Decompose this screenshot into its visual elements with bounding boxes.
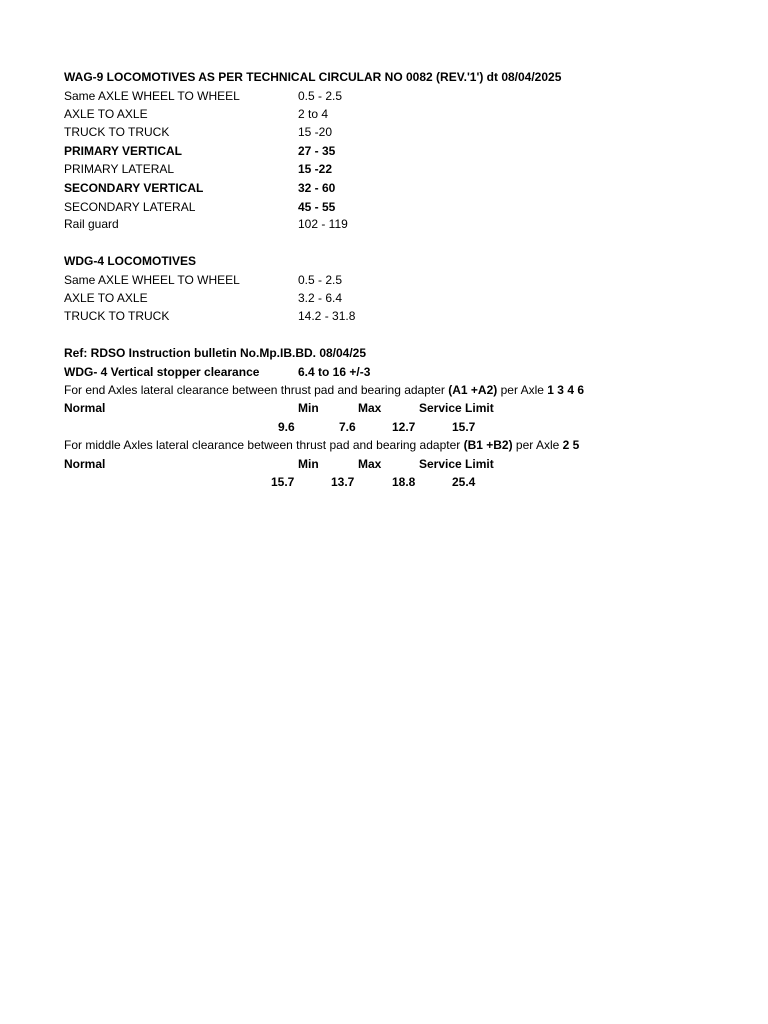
middle-value-min: 13.7: [331, 475, 355, 489]
wag9-row-label: SECONDARY VERTICAL: [64, 181, 204, 195]
wag9-row-label: PRIMARY VERTICAL: [64, 144, 183, 158]
end-header-normal: Normal: [64, 401, 106, 415]
wdg4-row-value: 14.2 - 31.8: [298, 309, 356, 323]
wag9-row-value: 15 -20: [298, 125, 333, 139]
end-header-service: Service Limit: [419, 401, 494, 415]
middle-header-min: Min: [298, 457, 319, 471]
wdg4-row-label: TRUCK TO TRUCK: [64, 309, 170, 323]
end-axles-text: For end Axles lateral clearance between thrust pad and bearing adapter: [64, 383, 449, 397]
stopper-value: 6.4 to 16 +/-3: [298, 365, 371, 379]
end-axles-description: [64, 383, 584, 398]
wag9-row-value: 2 to 4: [298, 107, 329, 121]
middle-axles-text: For middle Axles lateral clearance between thrust pad and bearing adapter: [64, 438, 464, 452]
wag9-row-value: 45 - 55: [298, 200, 336, 214]
wdg4-row-value: 3.2 - 6.4: [298, 291, 343, 305]
ref-title: Ref: RDSO Instruction bulletin No.Mp.IB.BD. 08/04/25: [64, 346, 367, 360]
middle-axles-description: [64, 438, 579, 453]
middle-axles-bold: (B1 +B2): [463, 438, 513, 452]
wag9-row-value: 0.5 - 2.5: [298, 89, 343, 103]
wag9-row-value: 32 - 60: [298, 181, 336, 195]
wdg4-row-label: AXLE TO AXLE: [64, 291, 148, 305]
end-axles-suffix: per Axle: [497, 383, 548, 397]
wag9-row-label: TRUCK TO TRUCK: [64, 125, 170, 139]
wag9-row-value: 102 - 119: [298, 217, 348, 231]
wag9-title: WAG-9 LOCOMOTIVES AS PER TECHNICAL CIRCULAR NO 0082 (REV.'1') dt 08/04/2025: [64, 70, 562, 84]
end-value-min: 7.6: [339, 420, 356, 434]
end-value-service: 15.7: [452, 420, 476, 434]
wag9-row-label: Same AXLE WHEEL TO WHEEL: [64, 89, 240, 103]
wag9-row-label: AXLE TO AXLE: [64, 107, 148, 121]
wag9-row-label: PRIMARY LATERAL: [64, 162, 175, 176]
wag9-row-value: 27 - 35: [298, 144, 336, 158]
stopper-label: WDG- 4 Vertical stopper clearance: [64, 365, 260, 379]
end-axles-numbers: 1 3 4 6: [547, 383, 584, 397]
middle-value-max: 18.8: [392, 475, 416, 489]
wdg4-row-label: Same AXLE WHEEL TO WHEEL: [64, 273, 240, 287]
middle-axles-suffix: per Axle: [512, 438, 563, 452]
middle-axles-numbers: 2 5: [562, 438, 580, 452]
middle-value-normal: 15.7: [271, 475, 295, 489]
end-value-max: 12.7: [392, 420, 416, 434]
wag9-row-label: SECONDARY LATERAL: [64, 200, 196, 214]
end-axles-bold: (A1 +A2): [448, 383, 498, 397]
middle-header-normal: Normal: [64, 457, 106, 471]
middle-value-service: 25.4: [452, 475, 476, 489]
middle-header-max: Max: [358, 457, 382, 471]
wag9-row-value: 15 -22: [298, 162, 333, 176]
wag9-row-label: Rail guard: [64, 217, 119, 231]
middle-header-service: Service Limit: [419, 457, 494, 471]
wdg4-row-value: 0.5 - 2.5: [298, 273, 343, 287]
wdg4-title: WDG-4 LOCOMOTIVES: [64, 254, 196, 268]
end-value-normal: 9.6: [278, 420, 295, 434]
end-header-min: Min: [298, 401, 319, 415]
end-header-max: Max: [358, 401, 382, 415]
